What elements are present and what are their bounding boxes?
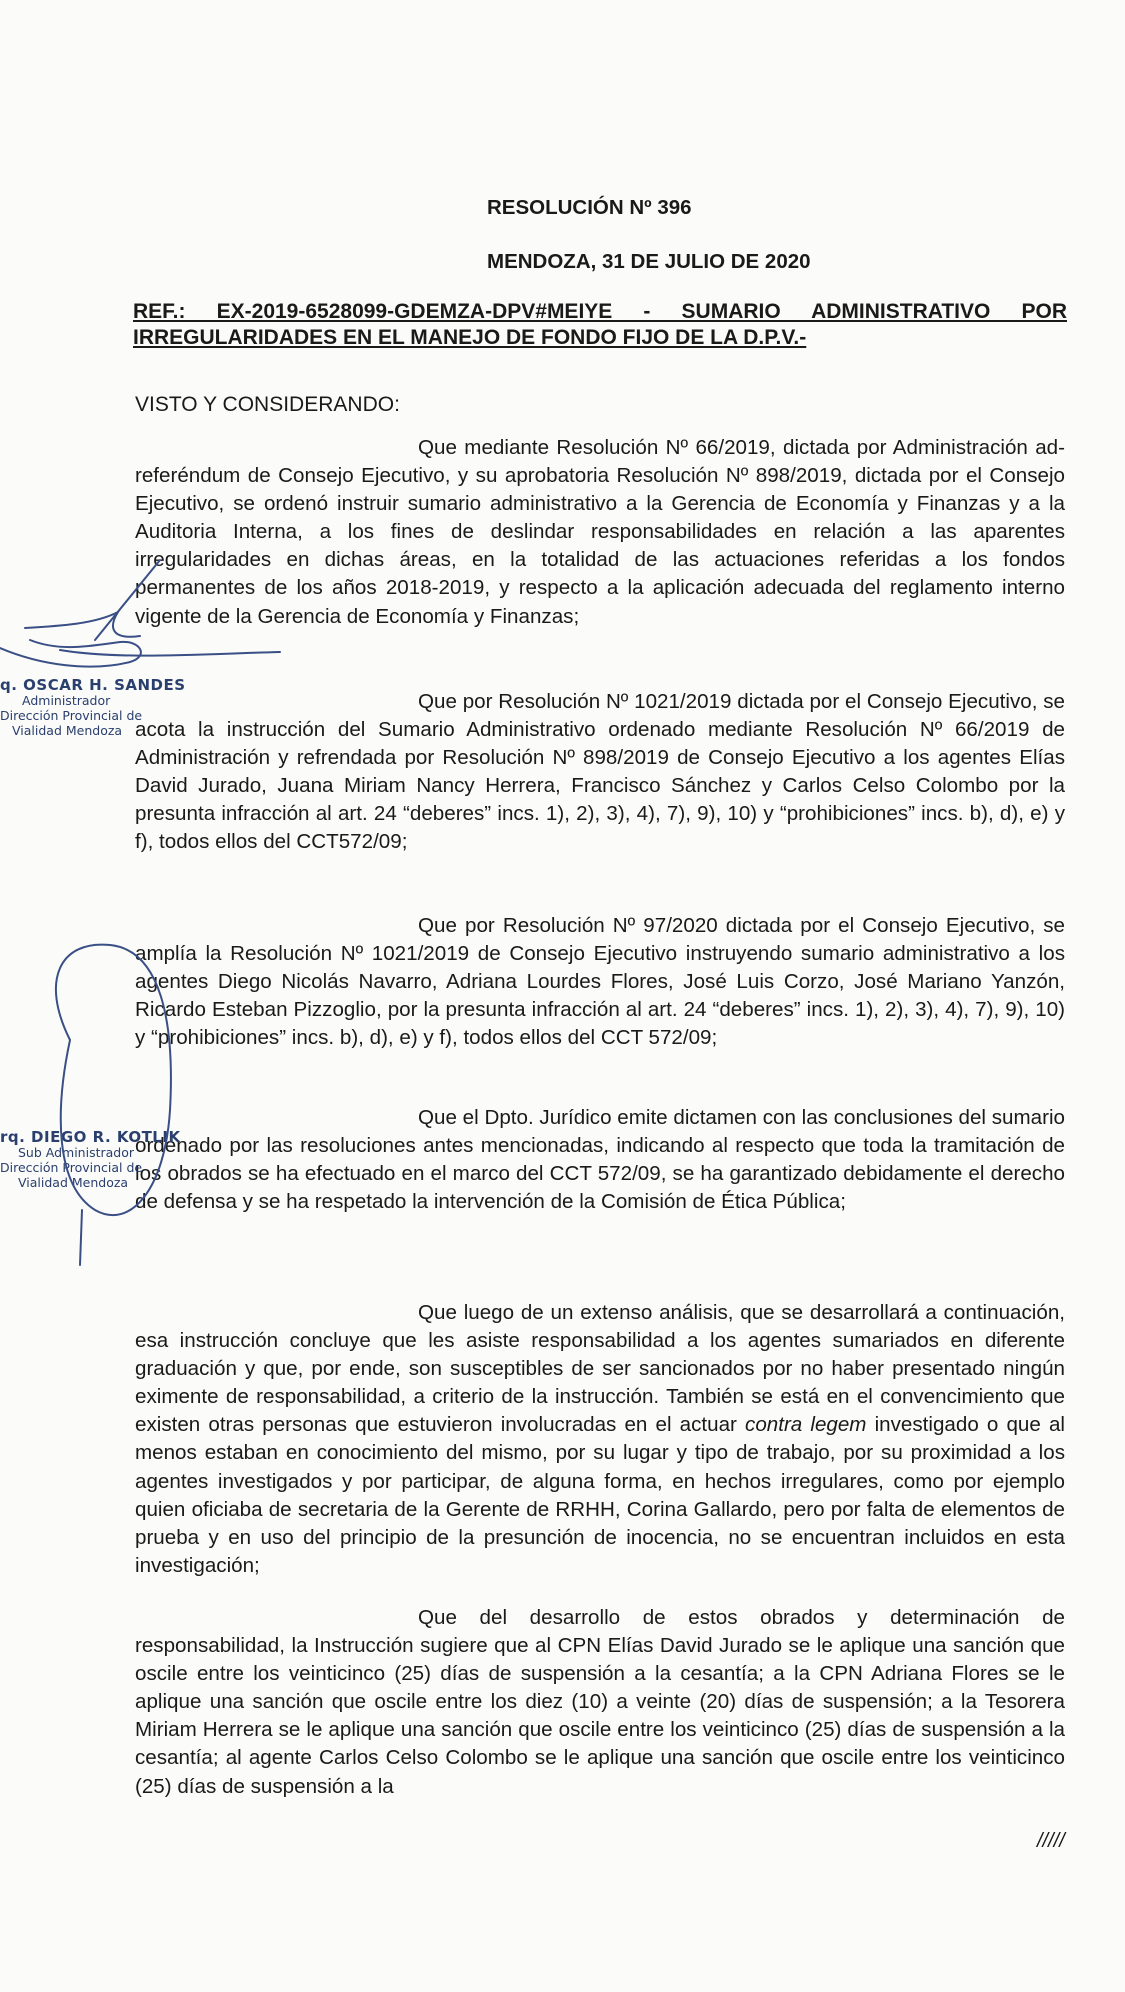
stamp-sub-administrador-line-3: Vialidad Mendoza (18, 1175, 129, 1190)
signature-2-stem (80, 1210, 82, 1265)
paragraph-4: Que el Dpto. Jurídico emite dictamen con las conclusiones del sumario ordenado por las resoluciones antes mencionadas, indicando al respecto que toda la tramitación de los obrados se ha efectuado en el marco del CCT 572/09, se ha garantizado debidamente el derecho de defensa y se ha respetado la intervención de la Comisión de Ética Pública; (135, 1106, 1065, 1214)
paragraph-5-italic: contra legem (745, 1413, 867, 1437)
stamp-sub-administrador (0, 1130, 181, 1190)
signature-1-tail (60, 650, 280, 656)
signature-1-loop (0, 640, 141, 667)
stamp-administrador-line-1: Administrador (22, 693, 111, 708)
place-date: MENDOZA, 31 DE JULIO DE 2020 (487, 250, 811, 273)
stamp-administrador-line-2: Dirección Provincial de (0, 708, 143, 723)
paragraph-5-start: Que luego de un extenso análisis, que se desarrollará a continuación, esa instrucción concluye que les asiste responsabilidad a los agentes sumariados en diferente graduación y que, por ende, son susceptibles de ser sancionados por no haber presentado ningún eximente de responsabilidad, a criterio de la instrucción. También se está en el convencimiento que existen otras personas que estuvieron involucradas en el actuar (135, 1301, 1065, 1437)
paragraph-3: Que por Resolución Nº 97/2020 dictada por el Consejo Ejecutivo, se amplía la Resolución Nº 1021/2019 de Consejo Ejecutivo instruyendo sumario administrativo a los agentes Diego Nicolás Navarro, Adriana Lourdes Flores, José Luis Corzo, José Mariano Yanzón, Ricardo Esteban Pizzoglio, por la presunta infracción al art. 24 “deberes” incs. 1), 2), 3), 4), 7), 9), 10) y “prohibiciones” incs. b), d), e) y f), todos ellos del CCT 572/09; (135, 914, 1065, 1050)
signature-1-stroke (25, 612, 140, 637)
stamp-sub-administrador-line-2: Dirección Provincial de (0, 1160, 143, 1175)
paragraph-6: Que del desarrollo de estos obrados y determinación de responsabilidad, la Instrucción sugiere que al CPN Elías David Jurado se le aplique una sanción que oscile entre los veinticinco (25) días de suspensión a la cesantía; a la CPN Adriana Flores se le aplique una sanción que oscile entre los diez (10) a veinte (20) días de suspensión; a la Tesorera Miriam Herrera se le aplique una sanción que oscile entre los veinticinco (25) días de suspensión a la cesantía; al agente Carlos Celso Colombo se le aplique una sanción que oscile entre los veinticinco (25) días de suspensión a la (135, 1606, 1065, 1798)
visto-heading: VISTO Y CONSIDERANDO: (135, 393, 400, 416)
stamp-administrador-name: q. OSCAR H. SANDES (0, 676, 186, 694)
paragraph-1: Que mediante Resolución Nº 66/2019, dictada por Administración ad-referéndum de Consejo Ejecutivo, y su aprobatoria Resolución Nº 898/2019, dictada por el Consejo Ejecutivo, se ordenó instruir sumario administrativo a la Gerencia de Economía y Finanzas y a la Auditoria Interna, a los fines de deslindar responsabilidades en relación a las aparentes irregularidades en dichas áreas, en la totalidad de las actuaciones referidas a los fondos permanentes de los años 2018-2019, y respecto a la aplicación adecuada del reglamento interno vigente de la Gerencia de Economía y Finanzas; (135, 436, 1065, 628)
stamp-sub-administrador-name: rq. DIEGO R. KOTLIK (0, 1128, 181, 1146)
continuation-mark: ///// (1037, 1830, 1065, 1852)
paragraph-5 (135, 1299, 1065, 1580)
paragraph-5-end: investigado o que al menos estaban en conocimiento del mismo, por su lugar y tipo de trabajo, por su proximidad a los agentes investigados y por participar, de alguna forma, en hechos irregulares, como por ejemplo quien oficiaba de secretaria de la Gerente de RRHH, Corina Gallardo, pero por falta de elementos de prueba y en uso del principio de la presunción de inocencia, no se encuentran incluidos en esta investigación; (135, 1413, 1065, 1577)
paragraph-2: Que por Resolución Nº 1021/2019 dictada por el Consejo Ejecutivo, se acota la instrucción del Sumario Administrativo ordenado mediante Resolución Nº 66/2019 de Administración y refrendada por Resolución Nº 898/2019 de Consejo Ejecutivo a los agentes Elías David Jurado, Juana Miriam Nancy Herrera, Francisco Sánchez y Carlos Celso Colombo por la presunta infracción al art. 24 “deberes” incs. 1), 2), 3), 4), 7), 9), 10) y “prohibiciones” incs. b), d), e) y f), todos ellos del CCT572/09; (135, 690, 1065, 854)
resolution-title: RESOLUCIÓN Nº 396 (487, 196, 692, 219)
reference-heading: REF.: EX-2019-6528099-GDEMZA-DPV#MEIYE - SUMARIO ADMINISTRATIVO POR IRREGULARIDADES EN EL MANEJO DE FONDO FIJO DE LA D.P.V.- (133, 300, 1067, 349)
stamp-sub-administrador-line-1: Sub Administrador (18, 1145, 135, 1160)
stamp-administrador (0, 678, 186, 738)
stamp-administrador-line-3: Vialidad Mendoza (12, 723, 123, 738)
